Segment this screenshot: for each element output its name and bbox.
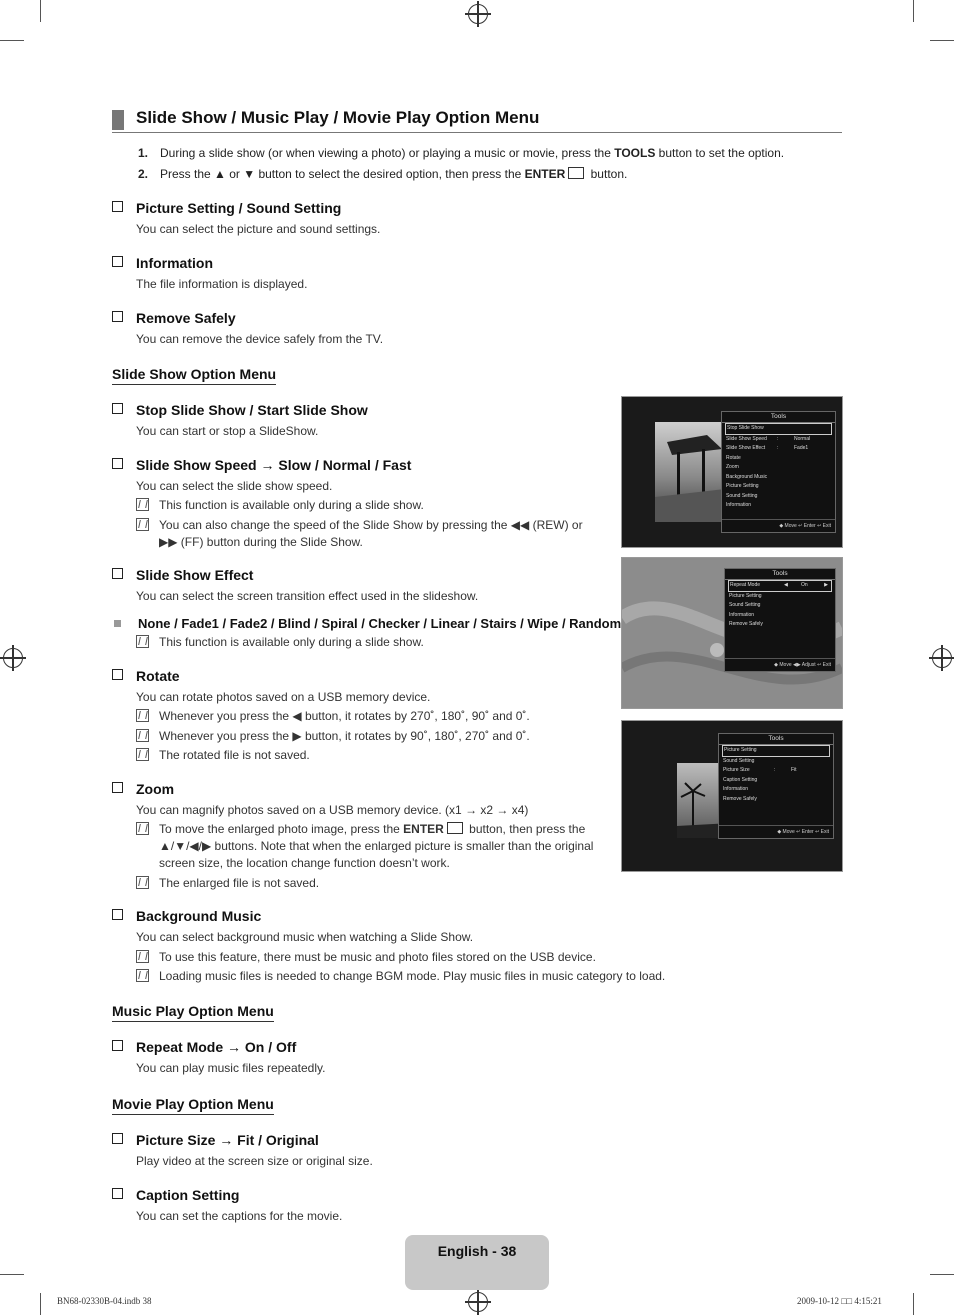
text-zoom: You can magnify photos saved on a USB memory device. (x1 → x2 → x4) (136, 803, 529, 817)
note-bgm-1: To use this feature, there must be music and photo files stored on the USB device. (136, 949, 736, 967)
heading-remove-safely: Remove Safely (112, 310, 236, 326)
page-number: English - 38 (437, 1243, 517, 1259)
file-name: BN68-02330B-04.indb 38 (57, 1296, 152, 1306)
osd2-item[interactable]: Information (729, 611, 755, 618)
heading-background-music: Background Music (112, 908, 261, 924)
heading-picture-size: Picture Size → Fit / Original (112, 1132, 319, 1148)
checkbox-icon (112, 403, 123, 414)
text-picture-size: Play video at the screen size or original size. (136, 1154, 373, 1168)
text-stop-slide-show: You can start or stop a SlideShow. (136, 424, 319, 438)
step-1: 1. During a slide show (or when viewing a photo) or playing a music or movie, press the TOOLS button to set the option. (138, 146, 785, 160)
note-bgm-2: Loading music files is needed to change BGM mode. Play music files in music category to load. (136, 968, 736, 986)
page-title: Slide Show / Music Play / Movie Play Option Menu (136, 108, 540, 127)
note-zoom-1: To move the enlarged photo image, press the ENTER button, then press the ▲/▼/◀/▶ buttons. Note that when the enlarged picture is smaller than the original screen size, the location change function doesn’t work. (136, 821, 616, 875)
square-bullet-icon (114, 620, 121, 627)
checkbox-icon (112, 782, 123, 793)
heading-picture-sound: Picture Setting / Sound Setting (112, 200, 341, 216)
osd2-item[interactable]: Remove Safely (729, 621, 763, 627)
heading-rotate: Rotate (112, 668, 180, 684)
note-effect: This function is available only during a slide show. (136, 634, 616, 652)
checkbox-icon (112, 311, 123, 322)
osd1-item[interactable]: Slide Show Speed : Normal (726, 435, 811, 442)
osd1-footer: ◆ Move ↵ Enter ↩ Exit (722, 519, 835, 532)
note-icon (136, 876, 149, 889)
checkbox-icon (112, 1188, 123, 1199)
checkbox-icon (112, 909, 123, 920)
page-number-tab (405, 1235, 549, 1290)
screenshot-music-play-tools (621, 557, 843, 709)
note-icon (136, 635, 149, 648)
text-remove-safely: You can remove the device safely from the TV. (136, 332, 384, 346)
registration-mark-icon (468, 1292, 488, 1312)
text-slide-show-speed: You can select the slide show speed. (136, 479, 333, 493)
osd3-footer: ◆ Move ↵ Enter ↩ Exit (719, 825, 833, 838)
note-icon (136, 518, 149, 531)
checkbox-icon (112, 568, 123, 579)
enter-icon (568, 167, 584, 179)
note-icon (136, 498, 149, 511)
tools-menu-3: Tools Picture Setting Sound Setting Picture Size : Fit Caption Setting Information Remove Safely ◆ Move ↵ Enter ↩ Exit (718, 733, 834, 839)
step-2: 2. Press the ▲ or ▼ button to select the desired option, then press the ENTER button. (138, 167, 628, 181)
screenshot-slide-show-tools (621, 396, 843, 548)
osd3-item[interactable]: Remove Safely (723, 795, 757, 802)
page-title-bar (112, 108, 842, 133)
osd1-item[interactable]: Sound Setting (726, 492, 758, 499)
text-rotate: You can rotate photos saved on a USB memory device. (136, 690, 431, 704)
note-icon (136, 748, 149, 761)
note-icon (136, 709, 149, 722)
enter-icon (447, 822, 463, 834)
text-repeat-mode: You can play music files repeatedly. (136, 1061, 326, 1075)
heading-slide-show-speed: Slide Show Speed → Slow / Normal / Fast (112, 457, 411, 473)
text-caption-setting: You can set the captions for the movie. (136, 1209, 343, 1223)
osd2-footer: ◆ Move ◀▶ Adjust ↩ Exit (725, 658, 835, 671)
tools-menu-1: Tools Stop Slide Show Slide Show Speed : Normal Slide Show Effect : Fade1 Rotate Zoom Background Music Picture Setting Sound Setting Information ◆ Move ↵ Enter ↩ Exit (721, 411, 836, 533)
heading-slide-show-effect: Slide Show Effect (112, 567, 253, 583)
checkbox-icon (112, 256, 123, 267)
checkbox-icon (112, 1133, 123, 1144)
checkbox-icon (112, 1040, 123, 1051)
registration-mark-icon (3, 648, 23, 668)
note-icon (136, 950, 149, 963)
heading-caption-setting: Caption Setting (112, 1187, 239, 1203)
osd1-item[interactable]: Picture Setting (726, 483, 759, 489)
heading-stop-slide-show: Stop Slide Show / Start Slide Show (112, 402, 368, 418)
section-movie-play: Movie Play Option Menu (112, 1096, 274, 1115)
title-accent (112, 110, 124, 130)
note-icon (136, 822, 149, 835)
heading-repeat-mode: Repeat Mode → On / Off (112, 1039, 296, 1055)
note-speed-2: You can also change the speed of the Slide Show by pressing the ◀◀ (REW) or ▶▶ (FF) button during the Slide Show. (136, 517, 616, 553)
osd1-item[interactable]: Background Music (726, 473, 768, 480)
print-date: 2009-10-12 □□ 4:15:21 (797, 1296, 882, 1306)
osd1-item[interactable]: Rotate (726, 454, 741, 461)
osd3-item[interactable]: Picture Size : Fit (723, 767, 797, 773)
osd3-item[interactable]: Picture Setting (722, 745, 830, 757)
osd2-item[interactable]: Picture Setting (729, 592, 762, 599)
section-slide-show: Slide Show Option Menu (112, 366, 276, 385)
note-rotate-1: Whenever you press the ◀ button, it rotates by 270˚, 180˚, 90˚ and 0˚. (136, 708, 616, 726)
note-rotate-2: Whenever you press the ▶ button, it rotates by 90˚, 180˚, 270˚ and 0˚. (136, 728, 616, 746)
tools-menu-2: Tools Repeat Mode ◀ On ▶ Picture Setting Sound Setting Information Remove Safely ◆ Move ◀▶ Adjust ↩ Exit (724, 568, 836, 672)
osd1-item[interactable]: Slide Show Effect : Fade1 (726, 445, 809, 451)
osd3-item[interactable]: Information (723, 786, 749, 792)
osd2-item[interactable]: Sound Setting (729, 602, 761, 608)
osd1-item[interactable]: Information (726, 502, 752, 508)
osd3-item[interactable]: Sound Setting (723, 757, 755, 764)
osd2-item[interactable]: Repeat Mode ◀ On ▶ (728, 580, 832, 592)
effect-options: None / Fade1 / Fade2 / Blind / Spiral / Checker / Linear / Stairs / Wipe / Random (114, 616, 621, 631)
note-speed-1: This function is available only during a slide show. (136, 497, 616, 515)
screenshot-movie-play-tools (621, 720, 843, 872)
checkbox-icon (112, 669, 123, 680)
osd1-item[interactable]: Stop Slide Show (725, 423, 832, 435)
checkbox-icon (112, 201, 123, 212)
section-music-play: Music Play Option Menu (112, 1003, 274, 1022)
heading-zoom: Zoom (112, 781, 174, 797)
text-information: The file information is displayed. (136, 277, 308, 291)
heading-information: Information (112, 255, 213, 271)
checkbox-icon (112, 458, 123, 469)
note-rotate-3: The rotated file is not saved. (136, 747, 616, 765)
registration-mark-icon (932, 648, 952, 668)
text-picture-sound: You can select the picture and sound settings. (136, 222, 381, 236)
note-zoom-2: The enlarged file is not saved. (136, 875, 616, 893)
osd1-item[interactable]: Zoom (726, 464, 739, 470)
registration-mark-icon (468, 4, 488, 24)
text-background-music: You can select background music when watching a Slide Show. (136, 930, 474, 944)
osd3-item[interactable]: Caption Setting (723, 776, 758, 783)
note-icon (136, 729, 149, 742)
text-slide-show-effect: You can select the screen transition effect used in the slideshow. (136, 589, 479, 603)
note-icon (136, 969, 149, 982)
